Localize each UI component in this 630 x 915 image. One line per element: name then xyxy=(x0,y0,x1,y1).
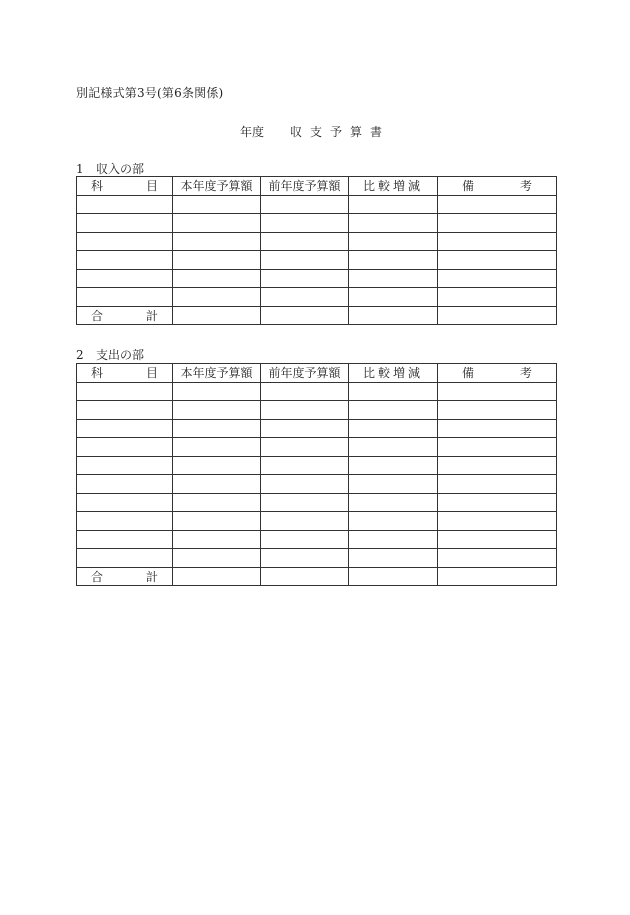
item-header-right: 目 xyxy=(145,179,158,194)
table-cell xyxy=(77,232,173,251)
table-cell xyxy=(261,232,349,251)
table-cell xyxy=(261,251,349,270)
table-cell xyxy=(77,269,173,288)
previous-budget-header: 前年度予算額 xyxy=(261,177,349,196)
table-cell xyxy=(77,456,173,475)
table-cell xyxy=(77,549,173,568)
table-cell xyxy=(173,288,261,307)
table-cell xyxy=(173,549,261,568)
remarks-header-right: 考 xyxy=(519,179,532,194)
table-cell xyxy=(261,382,349,401)
income-section-heading xyxy=(76,160,144,177)
table-cell xyxy=(261,269,349,288)
table-cell xyxy=(261,493,349,512)
table-cell xyxy=(173,195,261,214)
table-cell xyxy=(261,214,349,233)
table-cell xyxy=(77,438,173,457)
table-row xyxy=(77,512,557,531)
table-cell xyxy=(438,530,557,549)
table-cell xyxy=(438,456,557,475)
table-row xyxy=(77,382,557,401)
table-cell xyxy=(173,419,261,438)
total-label-left: 合 xyxy=(91,308,104,323)
remarks-header xyxy=(438,177,557,196)
total-label xyxy=(77,306,173,325)
table-cell xyxy=(173,232,261,251)
remarks-header-right: 考 xyxy=(519,366,532,381)
table-row xyxy=(77,251,557,270)
table-cell xyxy=(261,456,349,475)
table-cell xyxy=(77,251,173,270)
income-section-number: 1 xyxy=(76,162,84,176)
table-cell xyxy=(349,438,438,457)
table-cell xyxy=(438,382,557,401)
table-row xyxy=(77,195,557,214)
item-header-left: 科 xyxy=(91,179,104,194)
table-cell xyxy=(77,401,173,420)
table-cell xyxy=(438,401,557,420)
table-cell xyxy=(349,269,438,288)
table-cell xyxy=(77,493,173,512)
table-cell xyxy=(77,382,173,401)
remarks-header-left: 備 xyxy=(462,179,475,194)
total-cell xyxy=(438,306,557,325)
table-cell xyxy=(261,195,349,214)
table-cell xyxy=(349,512,438,531)
income-header-row xyxy=(77,177,557,196)
table-cell xyxy=(349,251,438,270)
expense-table xyxy=(76,363,557,586)
current-budget-header: 本年度予算額 xyxy=(173,177,261,196)
total-cell xyxy=(438,567,557,586)
table-row xyxy=(77,530,557,549)
table-row xyxy=(77,549,557,568)
income-table xyxy=(76,176,557,325)
item-header-left: 科 xyxy=(91,366,104,381)
table-cell xyxy=(349,493,438,512)
table-cell xyxy=(349,232,438,251)
table-cell xyxy=(438,251,557,270)
table-cell xyxy=(349,195,438,214)
previous-budget-header: 前年度予算額 xyxy=(261,364,349,383)
table-cell xyxy=(438,549,557,568)
table-cell xyxy=(349,401,438,420)
table-cell xyxy=(438,195,557,214)
item-header xyxy=(77,177,173,196)
total-label-right: 計 xyxy=(145,308,158,323)
table-cell xyxy=(349,549,438,568)
total-label-right: 計 xyxy=(145,569,158,584)
table-cell xyxy=(349,456,438,475)
total-cell xyxy=(349,567,438,586)
title-name: 収支予算書 xyxy=(290,125,391,139)
table-row xyxy=(77,493,557,512)
item-header-right: 目 xyxy=(145,366,158,381)
table-cell xyxy=(438,214,557,233)
table-cell xyxy=(438,438,557,457)
table-cell xyxy=(438,475,557,494)
table-cell xyxy=(438,288,557,307)
table-cell xyxy=(173,530,261,549)
table-cell xyxy=(173,512,261,531)
table-cell xyxy=(261,512,349,531)
table-cell xyxy=(77,288,173,307)
table-cell xyxy=(77,530,173,549)
table-row xyxy=(77,438,557,457)
table-cell xyxy=(349,475,438,494)
table-cell xyxy=(261,438,349,457)
table-cell xyxy=(77,195,173,214)
expense-header-row xyxy=(77,364,557,383)
total-cell xyxy=(261,306,349,325)
document-title xyxy=(0,123,630,140)
item-header xyxy=(77,364,173,383)
title-year-label: 年度 xyxy=(239,125,264,139)
comparison-header: 比較増減 xyxy=(349,177,438,196)
table-row xyxy=(77,269,557,288)
table-row xyxy=(77,475,557,494)
table-cell xyxy=(261,419,349,438)
table-cell xyxy=(261,530,349,549)
expense-section-heading xyxy=(76,346,144,363)
table-row xyxy=(77,401,557,420)
table-row xyxy=(77,419,557,438)
table-cell xyxy=(438,419,557,438)
table-cell xyxy=(173,475,261,494)
table-cell xyxy=(261,288,349,307)
expense-section-title: 支出の部 xyxy=(96,348,145,362)
table-cell xyxy=(77,475,173,494)
table-cell xyxy=(173,438,261,457)
total-cell xyxy=(349,306,438,325)
table-cell xyxy=(173,382,261,401)
table-cell xyxy=(349,214,438,233)
total-label-left: 合 xyxy=(91,569,104,584)
table-row xyxy=(77,288,557,307)
table-cell xyxy=(349,419,438,438)
table-cell xyxy=(173,493,261,512)
expense-total-row xyxy=(77,567,557,586)
table-cell xyxy=(173,456,261,475)
table-row xyxy=(77,214,557,233)
table-cell xyxy=(261,475,349,494)
table-cell xyxy=(438,232,557,251)
total-cell xyxy=(173,306,261,325)
table-cell xyxy=(77,214,173,233)
form-reference: 別記様式第3号(第6条関係) xyxy=(76,86,224,100)
income-total-row xyxy=(77,306,557,325)
table-cell xyxy=(349,288,438,307)
income-section-title: 収入の部 xyxy=(96,162,145,176)
table-cell xyxy=(438,512,557,531)
expense-section-number: 2 xyxy=(76,348,84,362)
table-cell xyxy=(173,401,261,420)
total-label xyxy=(77,567,173,586)
table-cell xyxy=(173,214,261,233)
total-cell xyxy=(173,567,261,586)
table-cell xyxy=(438,493,557,512)
remarks-header xyxy=(438,364,557,383)
comparison-header: 比較増減 xyxy=(349,364,438,383)
current-budget-header: 本年度予算額 xyxy=(173,364,261,383)
table-cell xyxy=(438,269,557,288)
table-cell xyxy=(173,251,261,270)
table-cell xyxy=(349,382,438,401)
table-cell xyxy=(261,401,349,420)
table-row xyxy=(77,232,557,251)
table-row xyxy=(77,456,557,475)
table-cell xyxy=(77,419,173,438)
table-cell xyxy=(173,269,261,288)
total-cell xyxy=(261,567,349,586)
table-cell xyxy=(77,512,173,531)
table-cell xyxy=(349,530,438,549)
table-cell xyxy=(261,549,349,568)
remarks-header-left: 備 xyxy=(462,366,475,381)
